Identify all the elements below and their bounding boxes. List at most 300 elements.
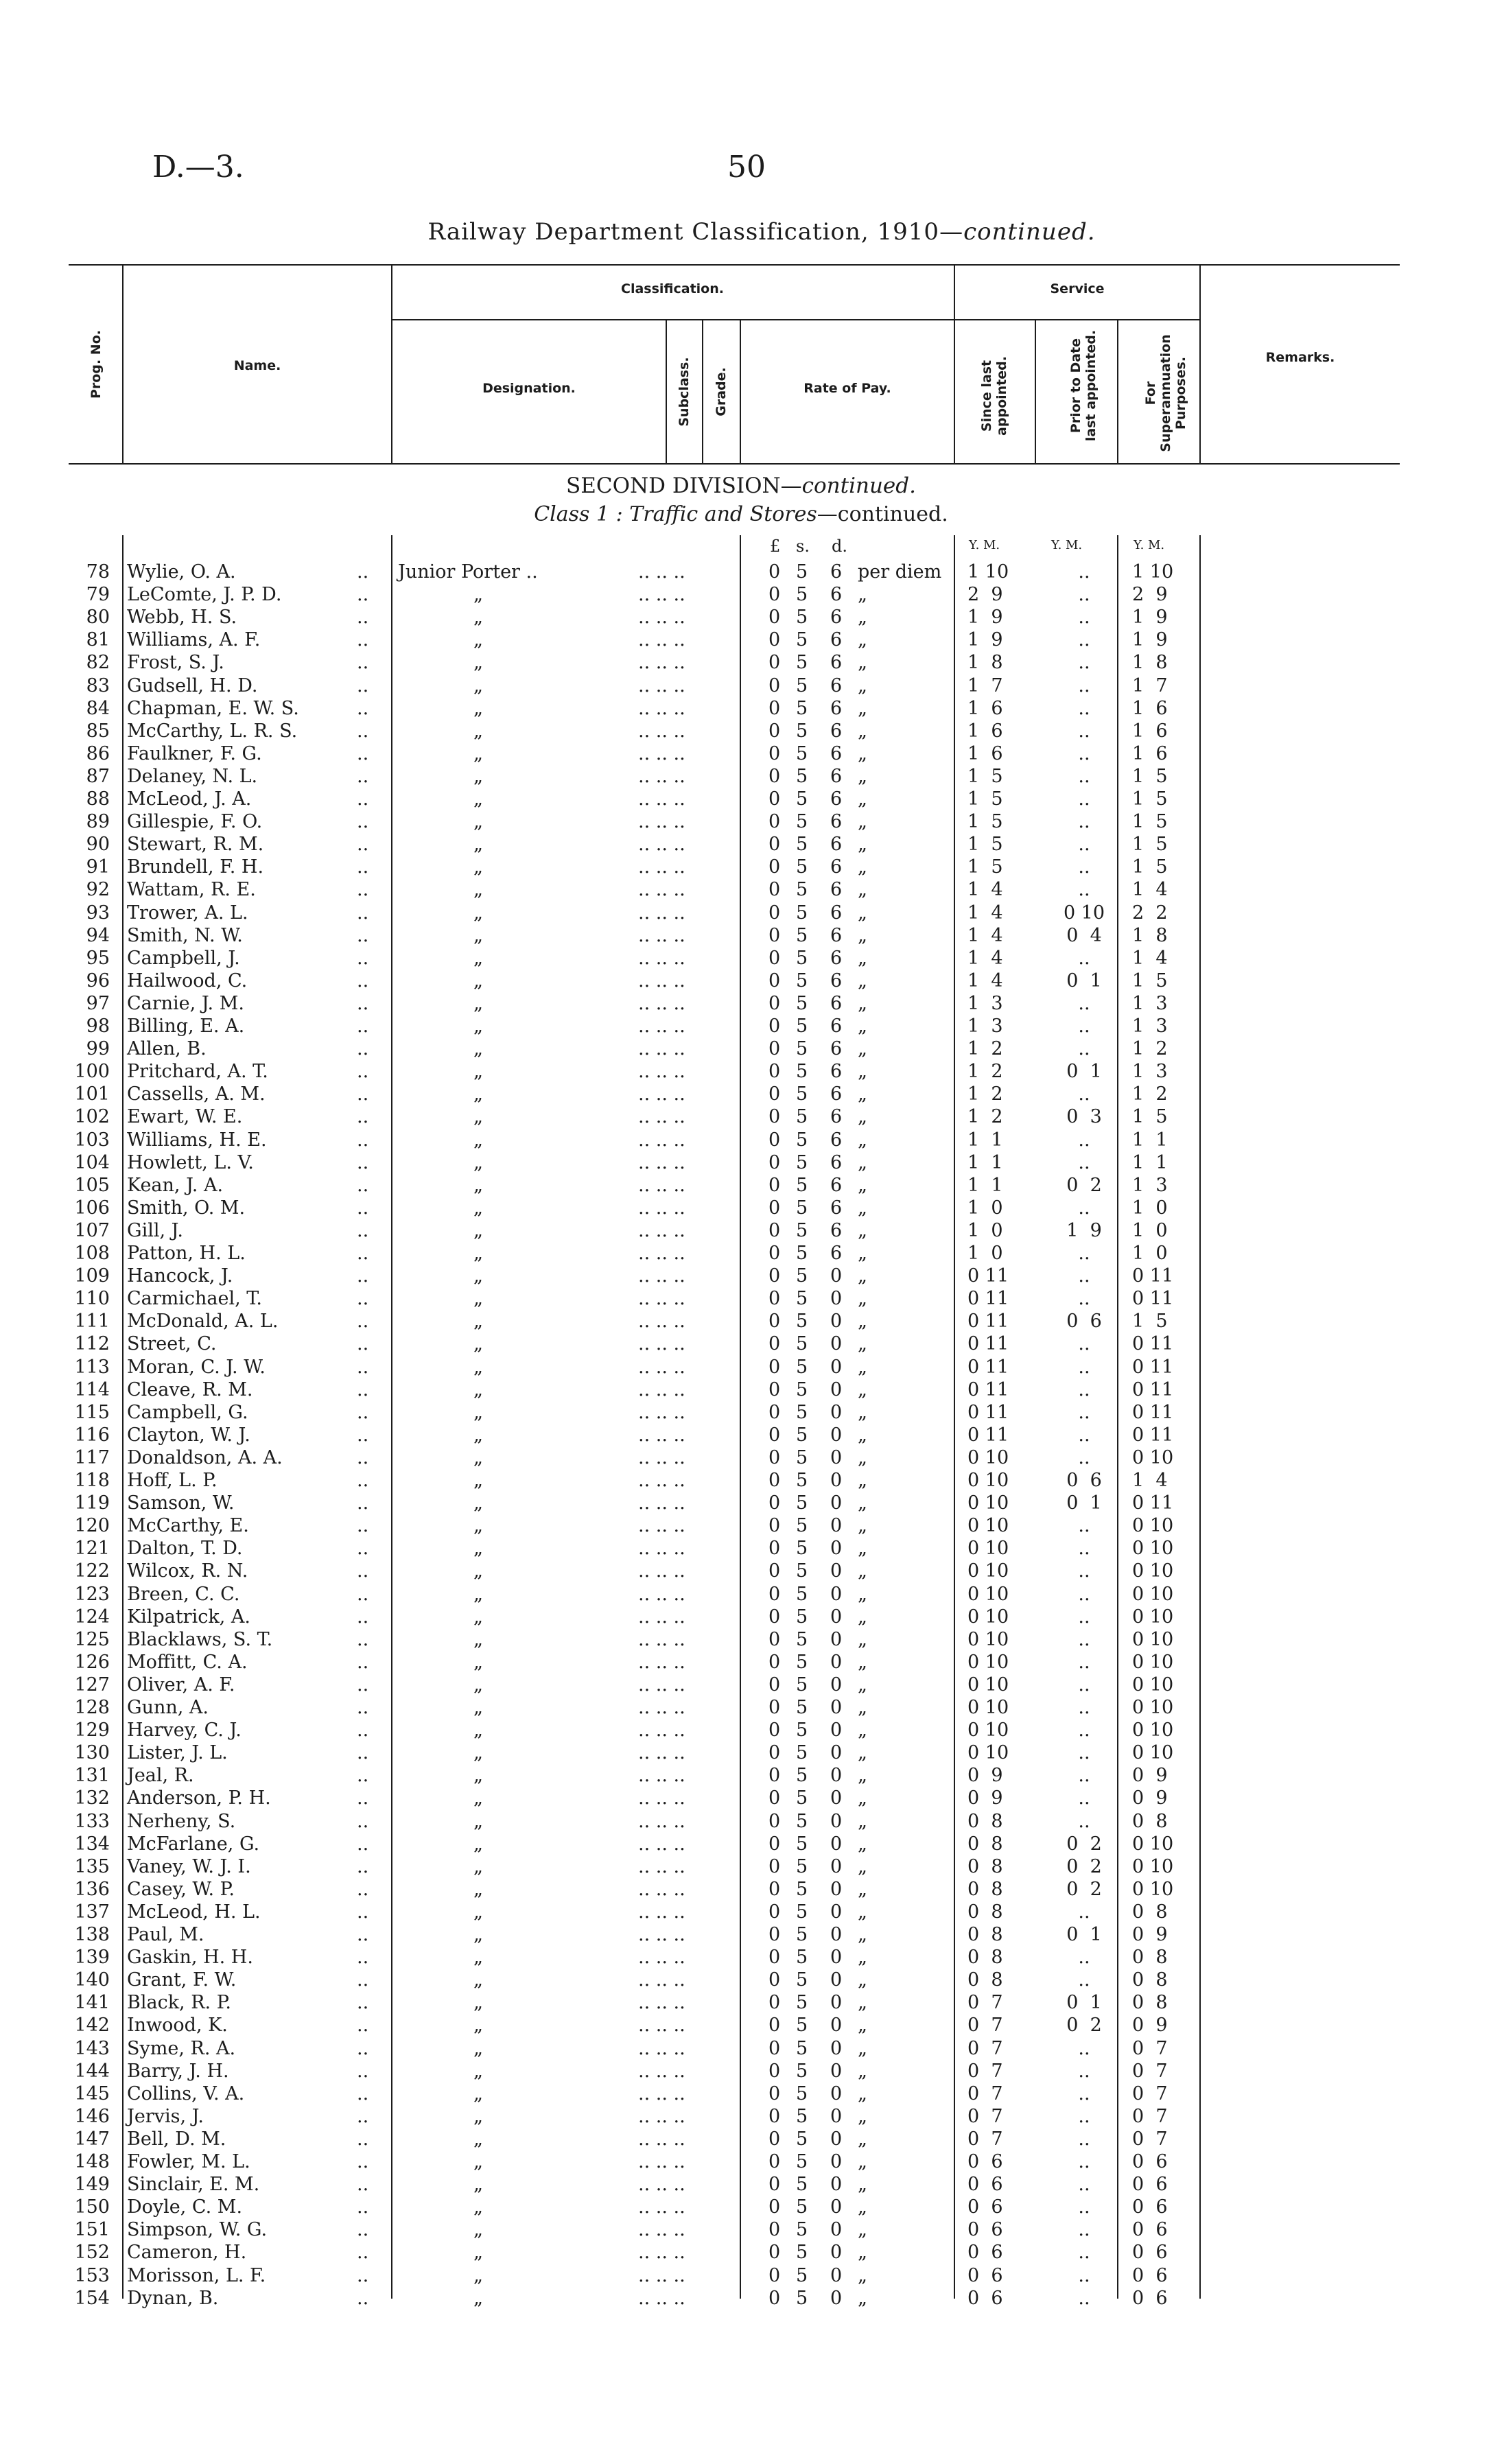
- pay-pence-cell: 6: [830, 607, 843, 629]
- since-last-cell: 0 7: [967, 2037, 1003, 2059]
- prior-to-date-cell: ..: [1078, 1742, 1090, 1764]
- leader-dots: .. .. ..: [638, 1174, 685, 1196]
- pay-unit-cell: „: [858, 1742, 867, 1764]
- table-row: [0, 2196, 1491, 2219]
- since-last-cell: 0 11: [967, 1311, 1009, 1333]
- pay-shillings-cell: 5: [796, 697, 808, 719]
- pay-unit-cell: „: [858, 1674, 867, 1696]
- pay-pounds-cell: 0: [768, 1174, 781, 1196]
- pay-pounds-cell: 0: [768, 1129, 781, 1151]
- prior-to-date-cell: 0 1: [1066, 1992, 1102, 2014]
- prior-to-date-cell: ..: [1078, 1356, 1090, 1378]
- pay-unit-cell: „: [858, 947, 867, 969]
- since-last-cell: 0 10: [967, 1651, 1009, 1673]
- pay-pounds-cell: 0: [768, 947, 781, 969]
- table-row: [0, 1538, 1491, 1560]
- leader-dots: .. .. ..: [638, 2219, 685, 2241]
- pay-pence-cell: 6: [830, 1016, 843, 1037]
- pay-unit-cell: „: [858, 2128, 867, 2150]
- leader-dots: .. .. ..: [638, 1197, 685, 1219]
- since-last-cell: 0 6: [967, 2287, 1003, 2309]
- leader-dots: ..: [357, 2196, 369, 2218]
- leader-dots: .. .. ..: [638, 1446, 685, 1468]
- pay-pence-cell: 6: [830, 1243, 843, 1264]
- table-row: [0, 1901, 1491, 1924]
- for-super-cell: 0 7: [1132, 2060, 1168, 2082]
- prog-no-cell: 151: [74, 2219, 110, 2241]
- pay-pence-cell: 0: [830, 1401, 843, 1423]
- prog-no-cell: 128: [74, 1697, 110, 1718]
- pay-pence-cell: 6: [830, 992, 843, 1014]
- designation-cell: „: [473, 1424, 483, 1446]
- pay-unit-cell: „: [858, 1378, 867, 1400]
- pay-shillings-cell: 5: [796, 2242, 808, 2264]
- header-mid-rule: [391, 319, 1199, 320]
- pay-pence-cell: 6: [830, 788, 843, 810]
- since-last-cell: 0 7: [967, 2060, 1003, 2082]
- prior-to-date-cell: 0 3: [1066, 1106, 1102, 1128]
- leader-dots: ..: [357, 879, 369, 901]
- prior-to-date-cell: ..: [1078, 788, 1090, 810]
- pay-unit-cell: „: [858, 1288, 867, 1310]
- designation-cell: „: [473, 924, 483, 946]
- leader-dots: .. .. ..: [638, 1356, 685, 1378]
- table-row: [0, 925, 1491, 948]
- pay-shillings-cell: 5: [796, 1197, 808, 1219]
- pay-unit-cell: „: [858, 1878, 867, 1900]
- prior-to-date-cell: ..: [1078, 1583, 1090, 1605]
- since-last-cell: 1 5: [967, 765, 1003, 787]
- pay-unit-cell: „: [858, 1538, 867, 1560]
- for-super-cell: 1 10: [1132, 561, 1174, 583]
- prior-to-date-cell: ..: [1078, 1129, 1090, 1151]
- for-super-cell: 0 8: [1132, 1901, 1168, 1923]
- prog-no-cell: 149: [74, 2174, 110, 2196]
- name-cell: Hoff, L. P.: [127, 1470, 218, 1491]
- designation-cell: „: [473, 1742, 483, 1764]
- pay-pence-cell: 0: [830, 1878, 843, 1900]
- prior-to-date-cell: ..: [1078, 1151, 1090, 1173]
- leader-dots: .. .. ..: [638, 1947, 685, 1969]
- pay-pence-cell: 0: [830, 1560, 843, 1582]
- pay-pounds-cell: 0: [768, 1401, 781, 1423]
- name-cell: McFarlane, G.: [127, 1833, 260, 1855]
- pay-unit-cell: „: [858, 1401, 867, 1423]
- pay-unit-cell: „: [858, 2105, 867, 2127]
- prog-no-cell: 119: [74, 1492, 110, 1514]
- designation-cell: „: [473, 1924, 483, 1945]
- designation-cell: „: [473, 1333, 483, 1355]
- pay-shillings-cell: 5: [796, 1947, 808, 1969]
- prog-no-cell: 136: [74, 1878, 110, 1900]
- pay-pence-cell: 6: [830, 674, 843, 696]
- leader-dots: .. .. ..: [638, 2060, 685, 2082]
- prior-to-date-cell: ..: [1078, 697, 1090, 719]
- name-cell: Campbell, G.: [127, 1401, 248, 1423]
- leader-dots: .. .. ..: [638, 1855, 685, 1877]
- leader-dots: .. .. ..: [638, 856, 685, 878]
- designation-cell: „: [473, 697, 483, 719]
- for-super-cell: 0 11: [1132, 1265, 1174, 1287]
- leader-dots: .. .. ..: [638, 1106, 685, 1128]
- prog-no-cell: 87: [86, 765, 110, 787]
- pay-pounds-cell: 0: [768, 674, 781, 696]
- since-last-cell: 1 4: [967, 924, 1003, 946]
- pay-pounds-cell: 0: [768, 1833, 781, 1855]
- leader-dots: .. .. ..: [638, 1787, 685, 1809]
- designation-cell: „: [473, 1083, 483, 1105]
- pay-pounds-cell: 0: [768, 2219, 781, 2241]
- table-row: [0, 1629, 1491, 1652]
- prior-to-date-cell: ..: [1078, 1674, 1090, 1696]
- prog-no-cell: 144: [74, 2060, 110, 2082]
- prog-no-cell: 140: [74, 1969, 110, 1991]
- pay-pounds-cell: 0: [768, 1265, 781, 1287]
- table-row: [0, 1288, 1491, 1311]
- pay-pounds-cell: 0: [768, 1378, 781, 1400]
- for-super-cell: 1 5: [1132, 1106, 1168, 1128]
- pay-pounds-cell: 0: [768, 1992, 781, 2014]
- designation-cell: „: [473, 947, 483, 969]
- pay-pounds-cell: 0: [768, 1697, 781, 1718]
- designation-cell: „: [473, 879, 483, 901]
- table-row: [0, 1856, 1491, 1879]
- prog-no-cell: 102: [74, 1106, 110, 1128]
- pay-pence-cell: 0: [830, 1742, 843, 1764]
- pay-shillings-cell: 5: [796, 1515, 808, 1537]
- prog-no-cell: 127: [74, 1674, 110, 1696]
- table-row: [0, 1833, 1491, 1856]
- pay-shillings-cell: 5: [796, 765, 808, 787]
- for-super-cell: 1 5: [1132, 970, 1168, 992]
- for-super-cell: 0 7: [1132, 2105, 1168, 2127]
- prog-no-cell: 138: [74, 1924, 110, 1945]
- prog-no-cell: 122: [74, 1560, 110, 1582]
- prog-no-cell: 88: [86, 788, 110, 810]
- table-row: [0, 1606, 1491, 1629]
- prog-no-cell: 107: [74, 1219, 110, 1241]
- since-last-cell: 0 7: [967, 2082, 1003, 2104]
- for-super-cell: 1 2: [1132, 1038, 1168, 1060]
- table-row: [0, 1265, 1491, 1288]
- prior-to-date-cell: ..: [1078, 1810, 1090, 1832]
- name-cell: Dalton, T. D.: [127, 1538, 243, 1560]
- table-row: [0, 1175, 1491, 1197]
- leader-dots: .. .. ..: [638, 1606, 685, 1628]
- leader-dots: .. .. ..: [638, 947, 685, 969]
- leader-dots: .. .. ..: [638, 697, 685, 719]
- leader-dots: ..: [357, 1446, 369, 1468]
- prior-to-date-cell: ..: [1078, 1560, 1090, 1582]
- pay-unit-cell: „: [858, 765, 867, 787]
- name-cell: Billing, E. A.: [127, 1016, 245, 1037]
- pay-unit-cell: „: [858, 1787, 867, 1809]
- prior-to-date-cell: ..: [1078, 2287, 1090, 2309]
- prior-to-date-cell: 0 2: [1066, 1855, 1102, 1877]
- prog-no-cell: 81: [86, 629, 110, 651]
- name-cell: Paul, M.: [127, 1924, 204, 1945]
- since-last-cell: 1 10: [967, 561, 1009, 583]
- prior-to-date-cell: ..: [1078, 1515, 1090, 1537]
- prog-no-cell: 147: [74, 2128, 110, 2150]
- table-row: [0, 1061, 1491, 1083]
- pay-unit-cell: „: [858, 1106, 867, 1128]
- for-super-cell: 1 4: [1132, 947, 1168, 969]
- pay-pence-cell: 0: [830, 1446, 843, 1468]
- prior-to-date-cell: ..: [1078, 1901, 1090, 1923]
- table-row: [0, 1515, 1491, 1538]
- since-last-cell: 1 1: [967, 1174, 1003, 1196]
- pay-shillings-cell: 5: [796, 1470, 808, 1491]
- name-cell: Campbell, J.: [127, 947, 240, 969]
- prior-to-date-cell: 0 10: [1063, 902, 1105, 924]
- prior-to-date-cell: ..: [1078, 1038, 1090, 1060]
- table-row: [0, 720, 1491, 743]
- table-row: [0, 2083, 1491, 2106]
- name-cell: Harvey, C. J.: [127, 1720, 242, 1741]
- prior-to-date-cell: ..: [1078, 1628, 1090, 1650]
- since-last-cell: 0 10: [967, 1697, 1009, 1718]
- prog-no-cell: 84: [86, 697, 110, 719]
- pay-pounds-cell: 0: [768, 1197, 781, 1219]
- leader-dots: .. .. ..: [638, 1651, 685, 1673]
- leader-dots: ..: [357, 697, 369, 719]
- prog-no-cell: 130: [74, 1742, 110, 1764]
- pay-shillings-cell: 5: [796, 2105, 808, 2127]
- prog-no-cell: 109: [74, 1265, 110, 1287]
- prog-no-cell: 110: [74, 1288, 110, 1310]
- for-super-cell: 0 10: [1132, 1560, 1174, 1582]
- designation-cell: „: [473, 2242, 483, 2264]
- for-super-cell: 0 11: [1132, 1424, 1174, 1446]
- table-row: [0, 948, 1491, 970]
- leader-dots: ..: [357, 1674, 369, 1696]
- prior-to-date-cell: ..: [1078, 1697, 1090, 1718]
- pay-pounds-cell: 0: [768, 2174, 781, 2196]
- prior-to-date-cell: ..: [1078, 2151, 1090, 2172]
- designation-cell: „: [473, 856, 483, 878]
- since-last-cell: 0 8: [967, 1810, 1003, 1832]
- leader-dots: .. .. ..: [638, 1901, 685, 1923]
- pay-shillings-cell: 5: [796, 2174, 808, 2196]
- pay-shillings-cell: 5: [796, 2264, 808, 2286]
- leader-dots: .. .. ..: [638, 1129, 685, 1151]
- name-cell: Kilpatrick, A.: [127, 1606, 250, 1628]
- prior-to-date-cell: ..: [1078, 992, 1090, 1014]
- header-divider-since: [1035, 319, 1036, 465]
- prog-no-cell: 117: [74, 1446, 110, 1468]
- pay-shillings-cell: 5: [796, 1674, 808, 1696]
- prog-no-cell: 148: [74, 2151, 110, 2172]
- designation-cell: „: [473, 742, 483, 764]
- designation-cell: „: [473, 1243, 483, 1264]
- pay-shillings-cell: 5: [796, 811, 808, 833]
- prior-to-date-cell: ..: [1078, 1243, 1090, 1264]
- name-cell: Moran, C. J. W.: [127, 1356, 266, 1378]
- name-cell: Anderson, P. H.: [127, 1787, 271, 1809]
- prior-to-date-cell: 0 2: [1066, 1833, 1102, 1855]
- prior-to-date-cell: ..: [1078, 947, 1090, 969]
- name-cell: Pritchard, A. T.: [127, 1061, 268, 1083]
- pay-pounds-cell: 0: [768, 1219, 781, 1241]
- leader-dots: .. .. ..: [638, 1720, 685, 1741]
- pay-shillings-cell: 5: [796, 947, 808, 969]
- unit-since: Y. M.: [969, 538, 1000, 552]
- pay-pounds-cell: 0: [768, 1810, 781, 1832]
- since-last-cell: 1 8: [967, 652, 1003, 674]
- designation-cell: „: [473, 1628, 483, 1650]
- pay-shillings-cell: 5: [796, 1810, 808, 1832]
- prog-no-cell: 132: [74, 1787, 110, 1809]
- prog-no-cell: 137: [74, 1901, 110, 1923]
- name-cell: Simpson, W. G.: [127, 2219, 268, 2241]
- pay-pounds-cell: 0: [768, 879, 781, 901]
- prog-no-cell: 105: [74, 1174, 110, 1196]
- leader-dots: .. .. ..: [638, 2174, 685, 2196]
- name-cell: Chapman, E. W. S.: [127, 697, 299, 719]
- pay-pounds-cell: 0: [768, 584, 781, 606]
- name-cell: Smith, N. W.: [127, 924, 243, 946]
- prior-to-date-cell: ..: [1078, 2128, 1090, 2150]
- table-row: [0, 1742, 1491, 1765]
- since-last-cell: 1 0: [967, 1197, 1003, 1219]
- pay-pounds-cell: 0: [768, 1878, 781, 1900]
- pay-pence-cell: 6: [830, 1197, 843, 1219]
- pay-pence-cell: 6: [830, 1038, 843, 1060]
- designation-cell: „: [473, 1356, 483, 1378]
- pay-pounds-cell: 0: [768, 811, 781, 833]
- leader-dots: ..: [357, 1378, 369, 1400]
- leader-dots: ..: [357, 1651, 369, 1673]
- name-cell: Cleave, R. M.: [127, 1378, 253, 1400]
- pay-unit-cell: „: [858, 1651, 867, 1673]
- prior-to-date-cell: ..: [1078, 1446, 1090, 1468]
- pay-shillings-cell: 5: [796, 1174, 808, 1196]
- name-cell: Carmichael, T.: [127, 1288, 262, 1310]
- pay-shillings-cell: 5: [796, 1106, 808, 1128]
- for-super-cell: 0 10: [1132, 1833, 1174, 1855]
- designation-cell: „: [473, 1515, 483, 1537]
- since-last-cell: 1 4: [967, 947, 1003, 969]
- pay-pounds-cell: 0: [768, 652, 781, 674]
- for-super-cell: 0 7: [1132, 2128, 1168, 2150]
- name-cell: Cassells, A. M.: [127, 1083, 266, 1105]
- for-super-cell: 0 10: [1132, 1538, 1174, 1560]
- for-super-cell: 1 5: [1132, 811, 1168, 833]
- prior-to-date-cell: ..: [1078, 561, 1090, 583]
- pay-shillings-cell: 5: [796, 1243, 808, 1264]
- for-super-cell: 0 11: [1132, 1356, 1174, 1378]
- prog-no-cell: 104: [74, 1151, 110, 1173]
- prog-no-cell: 125: [74, 1628, 110, 1650]
- designation-cell: „: [473, 1197, 483, 1219]
- pay-shillings-cell: 5: [796, 1265, 808, 1287]
- since-last-cell: 0 7: [967, 2015, 1003, 2037]
- leader-dots: .. .. ..: [638, 1674, 685, 1696]
- pay-pence-cell: 0: [830, 1288, 843, 1310]
- pay-pence-cell: 6: [830, 1106, 843, 1128]
- prior-to-date-cell: ..: [1078, 1265, 1090, 1287]
- leader-dots: ..: [357, 607, 369, 629]
- since-last-cell: 0 10: [967, 1720, 1009, 1741]
- table-row: [0, 1083, 1491, 1106]
- prior-to-date-cell: ..: [1078, 834, 1090, 856]
- pay-unit-cell: „: [858, 811, 867, 833]
- since-last-cell: 0 6: [967, 2242, 1003, 2264]
- name-cell: McLeod, J. A.: [127, 788, 252, 810]
- leader-dots: .. .. ..: [638, 1515, 685, 1537]
- since-last-cell: 0 10: [967, 1674, 1009, 1696]
- for-super-cell: 0 11: [1132, 1288, 1174, 1310]
- designation-cell: „: [473, 2128, 483, 2150]
- since-last-cell: 1 5: [967, 811, 1003, 833]
- prior-to-date-cell: ..: [1078, 2060, 1090, 2082]
- table-row: [0, 1402, 1491, 1424]
- pay-shillings-cell: 5: [796, 2037, 808, 2059]
- pay-shillings-cell: 5: [796, 1606, 808, 1628]
- table-row: [0, 834, 1491, 856]
- prior-to-date-cell: ..: [1078, 1538, 1090, 1560]
- leader-dots: ..: [357, 1356, 369, 1378]
- leader-dots: .. .. ..: [638, 879, 685, 901]
- name-cell: Street, C.: [127, 1333, 217, 1355]
- pay-unit-cell: „: [858, 879, 867, 901]
- leader-dots: .. .. ..: [638, 629, 685, 651]
- since-last-cell: 0 8: [967, 1833, 1003, 1855]
- pay-shillings-cell: 5: [796, 1038, 808, 1060]
- pay-pounds-cell: 0: [768, 1243, 781, 1264]
- prior-to-date-cell: ..: [1078, 1969, 1090, 1991]
- leader-dots: ..: [357, 788, 369, 810]
- pay-shillings-cell: 5: [796, 2151, 808, 2172]
- prog-no-cell: 86: [86, 742, 110, 764]
- prog-no-cell: 114: [74, 1378, 110, 1400]
- leader-dots: .. .. ..: [638, 720, 685, 742]
- col-prog-no: Prog. No.: [89, 330, 104, 399]
- name-cell: Inwood, K.: [127, 2015, 228, 2037]
- pay-shillings-cell: 5: [796, 992, 808, 1014]
- for-super-cell: 0 10: [1132, 1628, 1174, 1650]
- pay-shillings-cell: 5: [796, 1492, 808, 1514]
- pay-unit-cell: „: [858, 1492, 867, 1514]
- name-cell: Casey, W. P.: [127, 1878, 235, 1900]
- pay-shillings-cell: 5: [796, 1720, 808, 1741]
- for-super-cell: 1 7: [1132, 674, 1168, 696]
- pay-shillings-cell: 5: [796, 1787, 808, 1809]
- prior-to-date-cell: ..: [1078, 1083, 1090, 1105]
- table-row: [0, 1674, 1491, 1697]
- leader-dots: .. .. ..: [638, 1401, 685, 1423]
- table-row: [0, 1947, 1491, 1969]
- pay-shillings-cell: 5: [796, 1446, 808, 1468]
- prior-to-date-cell: ..: [1078, 1765, 1090, 1787]
- leader-dots: .. .. ..: [638, 2287, 685, 2309]
- for-super-cell: 0 10: [1132, 1674, 1174, 1696]
- prior-to-date-cell: 0 2: [1066, 1174, 1102, 1196]
- prior-to-date-cell: ..: [1078, 856, 1090, 878]
- table-row: [0, 856, 1491, 879]
- leader-dots: ..: [357, 1810, 369, 1832]
- prog-no-cell: 98: [86, 1016, 110, 1037]
- leader-dots: ..: [357, 1401, 369, 1423]
- pay-pence-cell: 6: [830, 879, 843, 901]
- since-last-cell: 1 6: [967, 697, 1003, 719]
- pay-pounds-cell: 0: [768, 1651, 781, 1673]
- for-super-cell: 0 6: [1132, 2196, 1168, 2218]
- pay-pence-cell: 0: [830, 1515, 843, 1537]
- leader-dots: ..: [357, 1106, 369, 1128]
- designation-cell: „: [473, 2174, 483, 2196]
